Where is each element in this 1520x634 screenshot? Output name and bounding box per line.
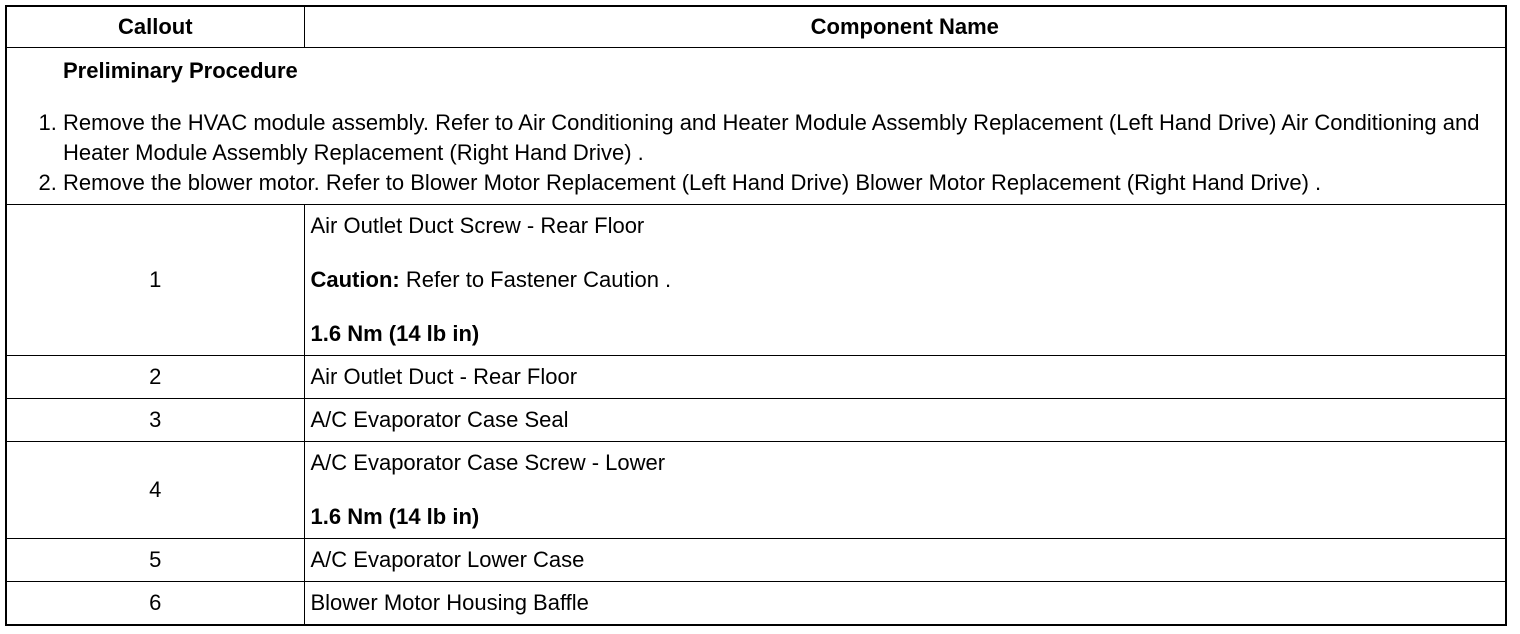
- component-cell: A/C Evaporator Case Seal: [304, 399, 1506, 442]
- table-row: [6, 399, 1506, 442]
- torque-spec: 1.6 Nm (14 lb in): [310, 321, 480, 346]
- callout-cell: 3: [6, 399, 304, 442]
- preliminary-steps: [23, 108, 1495, 198]
- caution-label: Caution:: [310, 267, 400, 292]
- component-cell: Blower Motor Housing Baffle: [304, 582, 1506, 626]
- table-row: [6, 582, 1506, 626]
- callout-cell: 1: [6, 205, 304, 356]
- preliminary-step-1: 1. Remove the HVAC module assembly. Refer to Air Conditioning and Heater Module Assembly Replacement (Left Hand Drive) Air Conditioning and Heater Module Assembly Replacement (Right Hand Drive) .: [63, 108, 1495, 168]
- callout-cell: 6: [6, 582, 304, 626]
- procedure-table: [5, 5, 1507, 626]
- callout-cell: 5: [6, 539, 304, 582]
- callout-cell: 2: [6, 356, 304, 399]
- table-row: [6, 356, 1506, 399]
- component-cell: [304, 442, 1506, 539]
- table-row: [6, 539, 1506, 582]
- preliminary-title: Preliminary Procedure: [63, 58, 298, 83]
- preliminary-step-2: 2. Remove the blower motor. Refer to Blower Motor Replacement (Left Hand Drive) Blower Motor Replacement (Right Hand Drive) .: [63, 168, 1495, 198]
- table-row: [6, 205, 1506, 356]
- preliminary-row: [6, 48, 1506, 205]
- component-name-header: Component Name: [304, 6, 1506, 48]
- component-name: Air Outlet Duct Screw - Rear Floor: [310, 213, 645, 238]
- caution-note: [311, 265, 1506, 295]
- table-row: [6, 442, 1506, 539]
- component-cell: Air Outlet Duct - Rear Floor: [304, 356, 1506, 399]
- component-cell: A/C Evaporator Lower Case: [304, 539, 1506, 582]
- callout-header: Callout: [6, 6, 304, 48]
- callout-cell: 4: [6, 442, 304, 539]
- header-row: [6, 6, 1506, 48]
- preliminary-procedure: [6, 48, 1506, 205]
- caution-text: Refer to Fastener Caution .: [399, 267, 672, 292]
- torque-spec: 1.6 Nm (14 lb in): [310, 504, 480, 529]
- component-name: A/C Evaporator Case Screw - Lower: [310, 450, 666, 475]
- component-cell: [304, 205, 1506, 356]
